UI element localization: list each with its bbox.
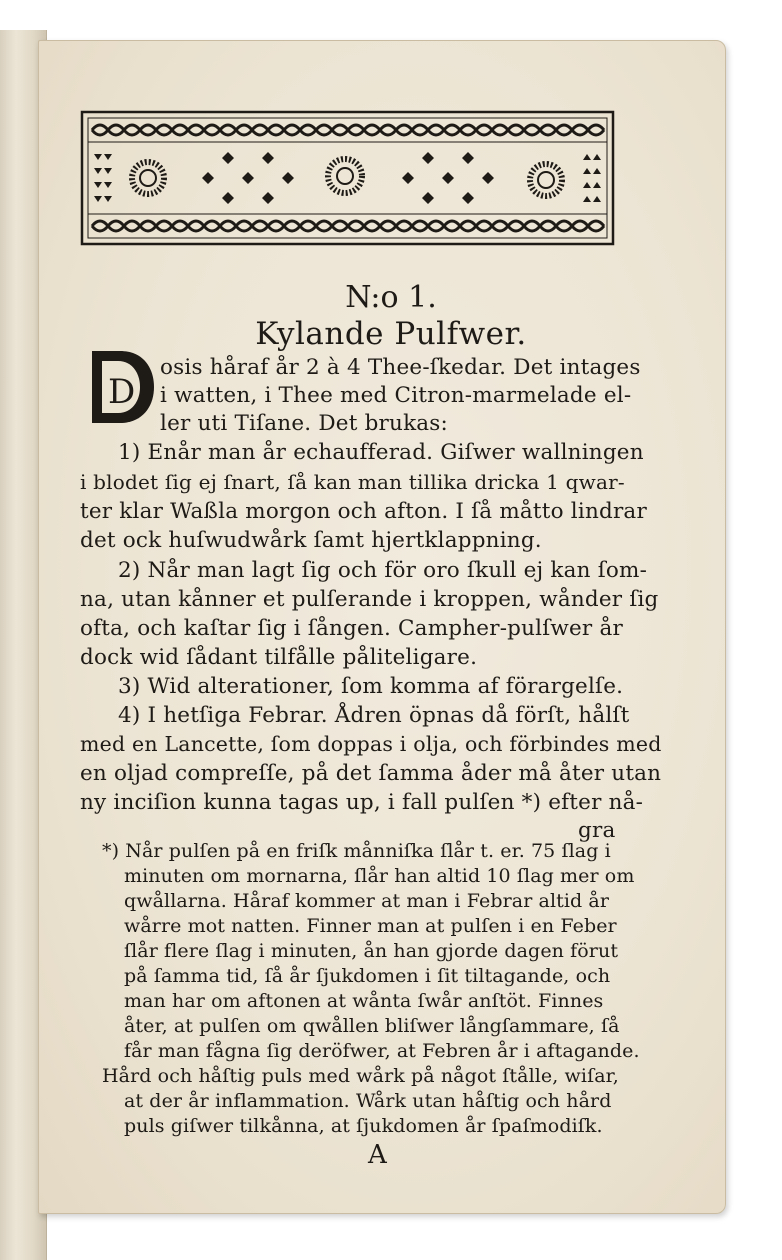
body-line: det ock huſwudwårk ſamt hjertklappning. xyxy=(80,528,542,553)
body-line: ofta, och kaſtar ſig i ſången. Campher-pulſwer år xyxy=(80,616,623,641)
body-line: 1) Enår man år echaufferad. Giſwer wallningen xyxy=(118,440,644,465)
footnote-line: at der år inflammation. Wårk utan håſtig och hård xyxy=(124,1090,612,1112)
drop-cap xyxy=(86,345,158,429)
footnote-line: man har om aftonen at wånta ſwår anſtöt. Finnes xyxy=(124,990,604,1012)
chapter-number: N:o 1. xyxy=(345,280,437,315)
body-line: i watten, i Thee med Citron-marmelade el- xyxy=(160,383,632,408)
body-line: na, utan kånner et pulſerande i kroppen, wånder ſig xyxy=(80,587,659,612)
chapter-title: Kylande Pulfwer. xyxy=(255,316,527,352)
body-line: ny inciſion kunna tagas up, i fall pulſen *) efter nå- xyxy=(80,790,644,815)
catchword: gra xyxy=(578,818,616,843)
body-line: 4) I hetſiga Febrar. Ådren öpnas då förſt, hålſt xyxy=(118,703,630,728)
body-line: en oljad compreſſe, på det ſamma åder må åter utan xyxy=(80,761,662,786)
body-line: ler uti Tiſane. Det brukas: xyxy=(160,411,448,436)
signature-mark: A xyxy=(368,1140,387,1170)
headpiece-ornament xyxy=(80,110,615,246)
body-line: dock wid ſådant tilfålle påliteligare. xyxy=(80,645,478,670)
footnote-line: får man fågna ſig deröfwer, at Febren år i aftagande. xyxy=(124,1040,640,1062)
body-line: 2) Når man lagt ſig och för oro ſkull ej kan ſom- xyxy=(118,558,648,583)
body-line: i blodet ſig ej ſnart, ſå kan man tillika dricka 1 qwar- xyxy=(80,470,625,494)
footnote-line: minuten om mornarna, ſlår han altid 10 ſlag mer om xyxy=(124,865,635,887)
footnote-line: *) Når pulſen på en friſk månniſka ſlår t. er. 75 ſlag i xyxy=(102,840,611,862)
body-line: osis håraf år 2 à 4 Thee-ſkedar. Det intages xyxy=(160,355,641,380)
footnote-line: Hård och håſtig puls med wårk på något ſtålle, wiſar, xyxy=(102,1065,619,1087)
body-line: med en Lancette, ſom doppas i olja, och förbindes med xyxy=(80,732,662,756)
footnote-line: wårre mot natten. Finner man at pulſen i en Feber xyxy=(124,915,617,937)
footnote-line: qwållarna. Håraf kommer at man i Febrar altid år xyxy=(124,890,610,912)
footnote-line: puls giſwer tilkånna, at ſjukdomen år ſpaſmodiſk. xyxy=(124,1115,603,1137)
drop-cap-letter: D xyxy=(108,372,136,412)
body-line: ter klar Waßla morgon och afton. I ſå måtto lindrar xyxy=(80,499,647,524)
body-line: 3) Wid alterationer, ſom komma af förargelſe. xyxy=(118,674,624,699)
footnote-line: ſlår flere ſlag i minuten, ån han gjorde dagen förut xyxy=(124,940,619,962)
footnote-line: på ſamma tid, ſå år ſjukdomen i ſit tiltagande, och xyxy=(124,965,611,987)
footnote-line: åter, at pulſen om qwållen bliſwer långſammare, ſå xyxy=(124,1015,620,1037)
